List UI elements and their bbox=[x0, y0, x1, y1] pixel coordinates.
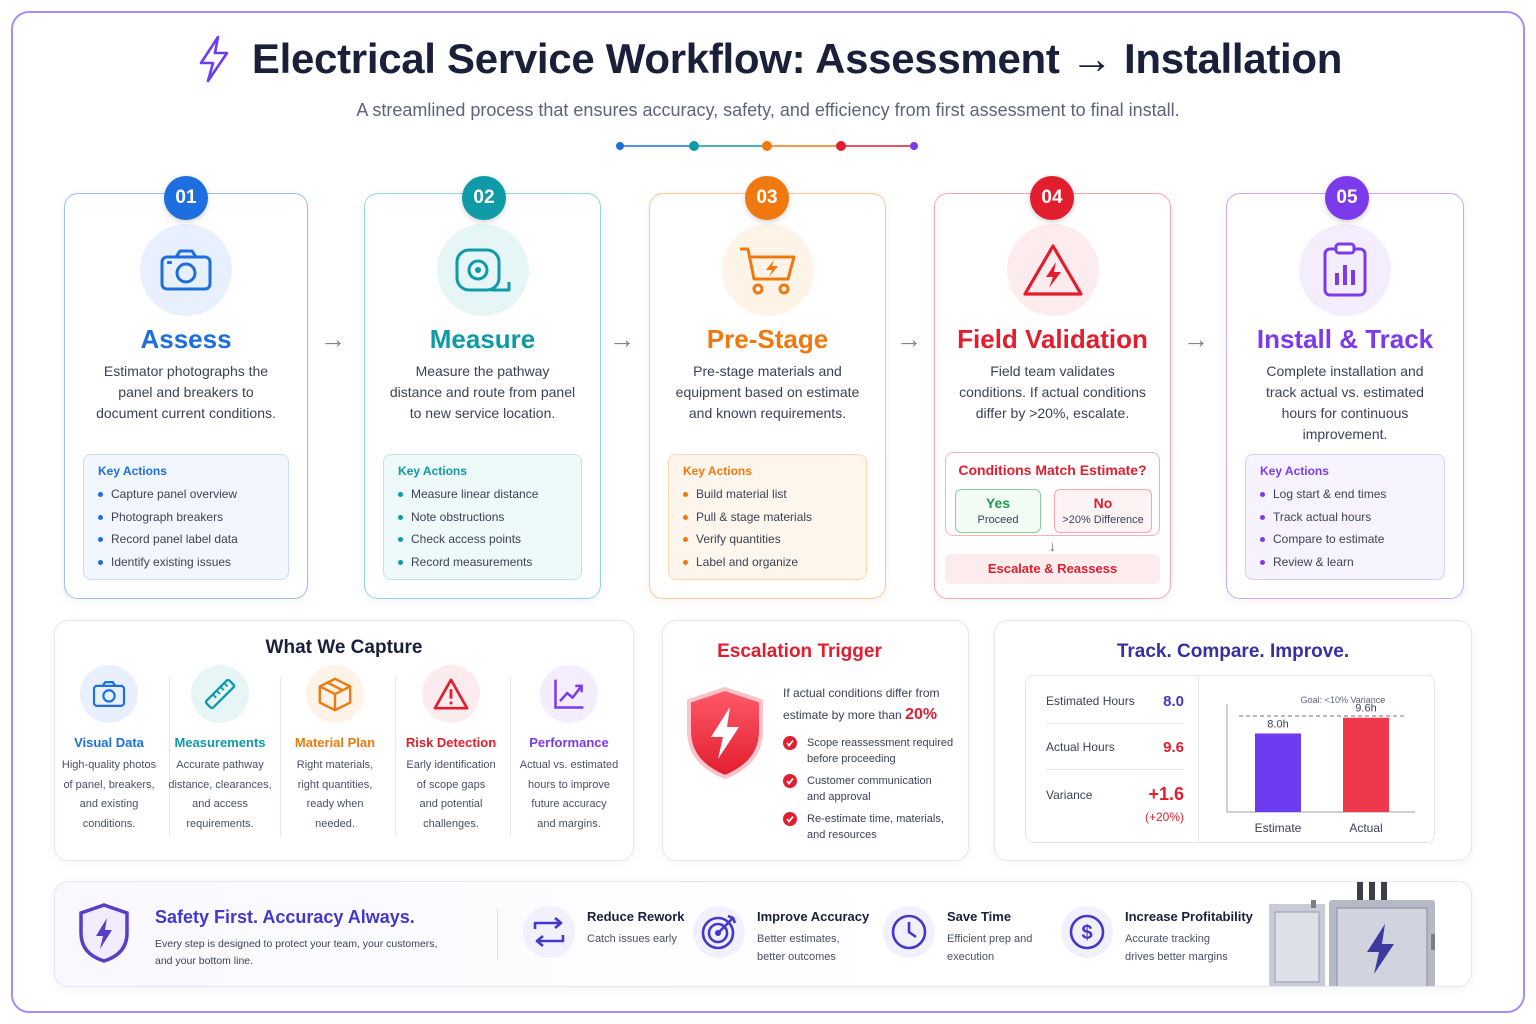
divider bbox=[1046, 723, 1184, 724]
divider bbox=[510, 677, 511, 837]
capture-item-risk-detection bbox=[395, 665, 507, 834]
swap-arrows-icon bbox=[529, 917, 569, 947]
step-description: Complete installation and track actual vs. estimated hours for continuous improvement. bbox=[1266, 363, 1424, 442]
step-card-field-validation bbox=[934, 193, 1171, 599]
key-actions-list bbox=[683, 483, 852, 573]
check-icon bbox=[783, 736, 797, 750]
escalation-intro-line: If actual conditions differ from bbox=[783, 686, 940, 700]
divider bbox=[1046, 769, 1184, 770]
list-item: Build material list bbox=[683, 483, 852, 506]
capture-line: Accurate pathway bbox=[176, 759, 264, 771]
step-description: Estimator photographs the panel and breakers to document current conditions. bbox=[96, 363, 276, 421]
step-card-prestage bbox=[649, 193, 886, 599]
no-sub: >20% Difference bbox=[1062, 514, 1144, 526]
stat-value: 8.0 bbox=[1163, 693, 1184, 710]
capture-description bbox=[164, 756, 276, 834]
stat-value: 9.6 bbox=[1163, 739, 1184, 756]
capture-icon-circle bbox=[80, 665, 138, 723]
key-actions-box bbox=[668, 454, 867, 580]
page-title-row bbox=[0, 34, 1536, 94]
step-card-assess bbox=[64, 193, 308, 599]
electrical-panel-illustration bbox=[1261, 882, 1471, 987]
capture-name: Material Plan bbox=[294, 735, 376, 750]
capture-line: distance, clearances, bbox=[168, 778, 272, 791]
capture-line: requirements. bbox=[186, 817, 254, 830]
capture-icon-circle bbox=[422, 665, 480, 723]
capture-icon-circle bbox=[191, 665, 249, 723]
escalation-item-line: and resources bbox=[807, 829, 877, 841]
benefit-subtitle: Efficient prep and execution bbox=[947, 933, 1033, 963]
goal-label: Goal: <10% Variance bbox=[1300, 695, 1386, 705]
stat-row-estimated bbox=[1046, 694, 1184, 708]
track-compare-panel bbox=[994, 620, 1472, 861]
capture-item-performance bbox=[513, 665, 625, 834]
capture-line: and potential bbox=[419, 798, 483, 810]
footer-subtitle: Every step is designed to protect your team, your customers, and your bottom line. bbox=[155, 938, 438, 967]
step-icon-circle bbox=[1299, 224, 1391, 316]
step-number-badge: 04 bbox=[1030, 176, 1074, 220]
box-icon bbox=[316, 675, 354, 713]
list-item: Verify quantities bbox=[683, 528, 852, 551]
capture-name: Performance bbox=[529, 735, 609, 750]
benefit-title: Reduce Rework bbox=[587, 909, 685, 924]
benefit-title: Improve Accuracy bbox=[757, 909, 870, 924]
escalation-item bbox=[783, 773, 963, 805]
list-item: Capture panel overview bbox=[98, 483, 274, 506]
step-icon-circle bbox=[722, 224, 814, 316]
stats-card bbox=[1025, 675, 1435, 843]
list-item: Record measurements bbox=[398, 551, 567, 574]
progress-dots bbox=[614, 139, 924, 153]
step-icon-circle bbox=[437, 224, 529, 316]
step-title: Field Validation bbox=[957, 324, 1148, 354]
panel-title: Track. Compare. Improve. bbox=[1116, 641, 1350, 662]
capture-icon-circle bbox=[306, 665, 364, 723]
flow-arrow-icon: → bbox=[1183, 324, 1209, 354]
target-icon bbox=[699, 912, 739, 952]
capture-item-measurements bbox=[164, 665, 276, 834]
ruler-icon bbox=[201, 675, 239, 713]
key-actions-title: Key Actions bbox=[398, 464, 467, 478]
step-icon-circle bbox=[1007, 224, 1099, 316]
bar-value-label: 8.0h bbox=[1267, 718, 1289, 731]
capture-name: Visual Data bbox=[74, 735, 144, 750]
step-card-install-track bbox=[1226, 193, 1464, 599]
capture-line: of scope gaps bbox=[416, 778, 486, 791]
yes-sub: Proceed bbox=[977, 514, 1019, 526]
list-item: Pull & stage materials bbox=[683, 506, 852, 529]
capture-name: Risk Detection bbox=[405, 735, 497, 750]
decision-box bbox=[945, 452, 1160, 536]
camera-icon bbox=[158, 246, 214, 294]
key-actions-title: Key Actions bbox=[98, 464, 167, 478]
bar-actual bbox=[1343, 718, 1389, 812]
step-icon-circle bbox=[140, 224, 232, 316]
list-item: Record panel label data bbox=[98, 528, 274, 551]
step-description: Measure the pathway distance and route from panel to new service location. bbox=[389, 363, 576, 421]
capture-item-material-plan bbox=[279, 665, 391, 834]
yes-label: Yes bbox=[985, 495, 1011, 511]
yes-option bbox=[955, 489, 1041, 533]
shield-icon bbox=[77, 902, 131, 964]
capture-line: High-quality photos bbox=[61, 759, 157, 771]
list-item: Note obstructions bbox=[398, 506, 567, 529]
key-actions-box bbox=[383, 454, 582, 580]
escalation-item bbox=[783, 735, 963, 767]
chart-icon bbox=[551, 676, 587, 712]
panel-title: Escalation Trigger bbox=[717, 641, 882, 662]
list-item: Check access points bbox=[398, 528, 567, 551]
escalation-item-line: Customer communication bbox=[807, 775, 932, 787]
capture-line: future accuracy bbox=[531, 798, 607, 810]
escalation-item-line: Scope reassessment required bbox=[807, 737, 954, 749]
list-item: Photograph breakers bbox=[98, 506, 274, 529]
key-actions-list bbox=[398, 483, 567, 573]
list-item: Label and organize bbox=[683, 551, 852, 574]
flow-arrow-icon: → bbox=[609, 324, 635, 354]
step-title: Install & Track bbox=[1256, 324, 1434, 354]
step-description: Field team validates conditions. If actual conditions differ by >20%, escalate. bbox=[959, 363, 1146, 421]
capture-line: Right materials, bbox=[296, 759, 374, 771]
list-item: Review & learn bbox=[1260, 551, 1430, 574]
capture-line: hours to improve bbox=[528, 778, 610, 791]
benefit-icon-circle bbox=[693, 906, 745, 958]
page-subtitle: A streamlined process that ensures accuracy, safety, and efficiency from first assessment to final install. bbox=[356, 100, 1180, 120]
list-item: Compare to estimate bbox=[1260, 528, 1430, 551]
escalation-intro-line2 bbox=[783, 704, 958, 726]
escalation-threshold: 20% bbox=[905, 706, 938, 723]
capture-line: Actual vs. estimated bbox=[519, 759, 619, 771]
hours-bar-chart bbox=[1199, 676, 1435, 842]
escalation-item bbox=[783, 811, 963, 843]
capture-line: and margins. bbox=[537, 817, 601, 830]
variance-percent: (+20%) bbox=[1144, 810, 1184, 824]
camera-icon bbox=[91, 679, 127, 709]
dollar-icon bbox=[1067, 912, 1107, 952]
key-actions-list bbox=[98, 483, 274, 573]
check-icon bbox=[783, 812, 797, 826]
bar-estimate bbox=[1255, 733, 1301, 812]
key-actions-title: Key Actions bbox=[683, 464, 752, 478]
stat-label: Actual Hours bbox=[1046, 740, 1115, 754]
escalation-intro bbox=[783, 683, 958, 726]
capture-line: and existing bbox=[79, 798, 139, 810]
capture-name: Measurements bbox=[174, 735, 266, 750]
bar-value-label: 9.6h bbox=[1355, 702, 1377, 715]
list-item: Identify existing issues bbox=[98, 551, 274, 574]
capture-item-visual-data bbox=[53, 665, 165, 834]
panel-title: What We Capture bbox=[265, 637, 423, 658]
list-item: Measure linear distance bbox=[398, 483, 567, 506]
benefit-subtitle: Accurate tracking drives better margins bbox=[1125, 933, 1228, 963]
step-description: Pre-stage materials and equipment based on estimate and known requirements. bbox=[675, 363, 860, 421]
escalation-intro-text: estimate by more than bbox=[783, 708, 902, 722]
step-number-badge: 02 bbox=[462, 176, 506, 220]
decision-question: Conditions Match Estimate? bbox=[958, 462, 1147, 478]
lightning-icon bbox=[194, 34, 234, 84]
key-actions-title: Key Actions bbox=[1260, 464, 1329, 478]
benefit-subtitle: Better estimates, better outcomes bbox=[757, 933, 840, 963]
escalation-item-line: and approval bbox=[807, 791, 871, 803]
escalation-trigger-panel bbox=[662, 620, 969, 861]
tape-measure-icon bbox=[451, 244, 515, 296]
category-label: Estimate bbox=[1254, 821, 1302, 835]
what-we-capture-panel bbox=[54, 620, 634, 861]
step-card-measure bbox=[364, 193, 601, 599]
stat-row-variance bbox=[1046, 784, 1184, 804]
warning-bolt-icon bbox=[1021, 242, 1085, 298]
capture-icon-circle bbox=[540, 665, 598, 723]
benefit-icon-circle bbox=[1061, 906, 1113, 958]
escalation-item-line: before proceeding bbox=[807, 753, 896, 765]
capture-description bbox=[53, 756, 165, 834]
benefit-icon-circle bbox=[883, 906, 935, 958]
clock-icon bbox=[889, 912, 929, 952]
stat-row-actual bbox=[1046, 740, 1184, 754]
clipboard-chart-icon bbox=[1320, 241, 1370, 299]
flow-arrow-icon: → bbox=[320, 324, 346, 354]
escalate-reassess-label: Escalate & Reassess bbox=[945, 554, 1160, 584]
page-title: Electrical Service Workflow: Assessment → Installation bbox=[251, 35, 1343, 82]
list-item: Track actual hours bbox=[1260, 506, 1430, 529]
step-title: Measure bbox=[429, 324, 536, 354]
key-actions-list bbox=[1260, 483, 1430, 573]
benefit-title: Increase Profitability bbox=[1125, 909, 1253, 924]
stat-label: Variance bbox=[1046, 788, 1093, 802]
key-actions-box bbox=[1245, 454, 1445, 580]
stat-label: Estimated Hours bbox=[1046, 694, 1135, 708]
step-number-badge: 03 bbox=[745, 176, 789, 220]
svg-text:$: $ bbox=[1081, 922, 1093, 944]
capture-line: needed. bbox=[315, 817, 355, 830]
footer-banner bbox=[54, 881, 1472, 987]
flow-arrow-icon: → bbox=[896, 324, 922, 354]
category-label: Actual bbox=[1349, 821, 1383, 835]
step-title: Pre-Stage bbox=[706, 324, 829, 354]
divider bbox=[497, 908, 498, 960]
no-label: No bbox=[1093, 495, 1113, 511]
capture-line: right quantities, bbox=[297, 778, 373, 791]
capture-line: and access bbox=[192, 798, 248, 810]
step-number-badge: 01 bbox=[164, 176, 208, 220]
escalation-item-line: Re-estimate time, materials, bbox=[807, 813, 944, 825]
shield-bolt-icon bbox=[683, 685, 767, 781]
footer-title: Safety First. Accuracy Always. bbox=[155, 907, 415, 927]
step-title: Assess bbox=[140, 324, 232, 354]
no-option bbox=[1054, 489, 1152, 533]
capture-line: Early identification bbox=[406, 759, 496, 771]
alert-icon bbox=[432, 677, 470, 711]
check-icon bbox=[783, 774, 797, 788]
capture-line: ready when bbox=[306, 798, 364, 810]
stat-value: +1.6 bbox=[1148, 784, 1184, 804]
capture-description bbox=[279, 756, 391, 834]
key-actions-box bbox=[83, 454, 289, 580]
benefit-subtitle: Catch issues early bbox=[587, 933, 677, 945]
benefit-title: Save Time bbox=[947, 909, 1012, 924]
capture-line: conditions. bbox=[82, 817, 136, 830]
down-arrow-icon: ↓ bbox=[1049, 538, 1056, 554]
list-item: Log start & end times bbox=[1260, 483, 1430, 506]
capture-line: challenges. bbox=[423, 817, 479, 830]
capture-line: of panel, breakers, bbox=[63, 778, 155, 791]
capture-description bbox=[513, 756, 625, 834]
step-number-badge: 05 bbox=[1325, 176, 1369, 220]
benefit-icon-circle bbox=[523, 906, 575, 958]
capture-description bbox=[395, 756, 507, 834]
cart-icon bbox=[736, 243, 800, 297]
